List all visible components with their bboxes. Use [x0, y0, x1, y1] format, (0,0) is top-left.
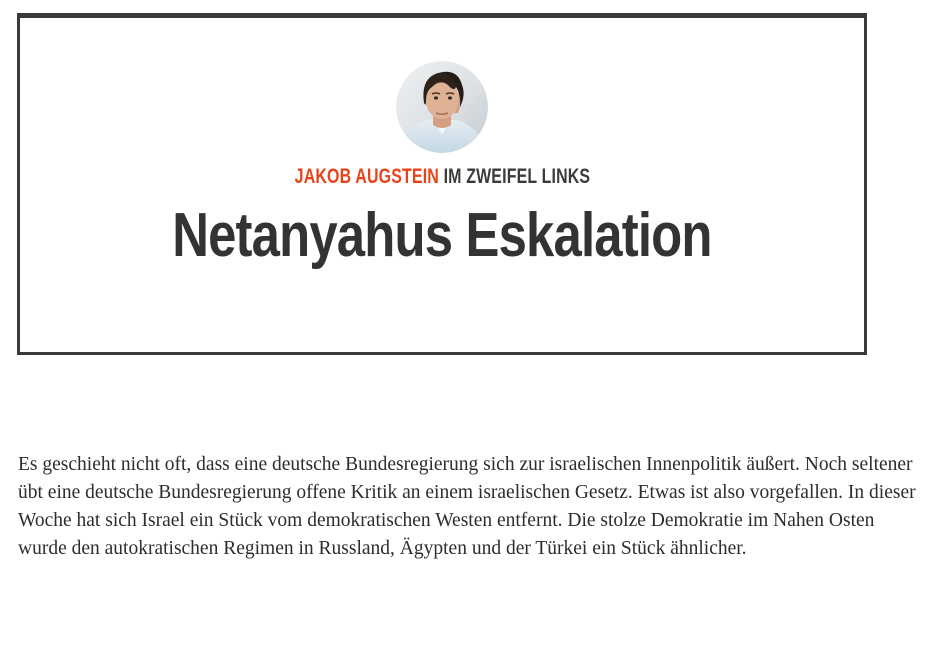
column-headline-text: Netanyahus Eskalation [172, 201, 712, 270]
column-kicker[interactable] [20, 166, 864, 187]
article-paragraph: Es geschieht nicht oft, dass eine deutsche Bundesregierung sich zur israelischen Innenpolitik äußert. Noch seltener übt eine deutsche Bundesregierung offene Kritik an einem israelischen Gesetz. Etwas ist also vorgefallen. In dieser Woche hat sich Israel ein Stück vom demokratischen Westen entfernt. Die stolze Demokratie im Nahen Osten wurde den autokratischen Regimen in Russland, Ägypten und der Türkei ein Stück ähnlicher. [18, 453, 916, 559]
author-name[interactable]: JAKOB AUGSTEIN [294, 165, 439, 188]
author-avatar[interactable] [396, 61, 488, 153]
column-headline [20, 203, 864, 269]
author-portrait-icon [396, 61, 488, 153]
series-title: IM ZWEIFEL LINKS [443, 165, 590, 188]
columnist-header-box [17, 13, 867, 355]
